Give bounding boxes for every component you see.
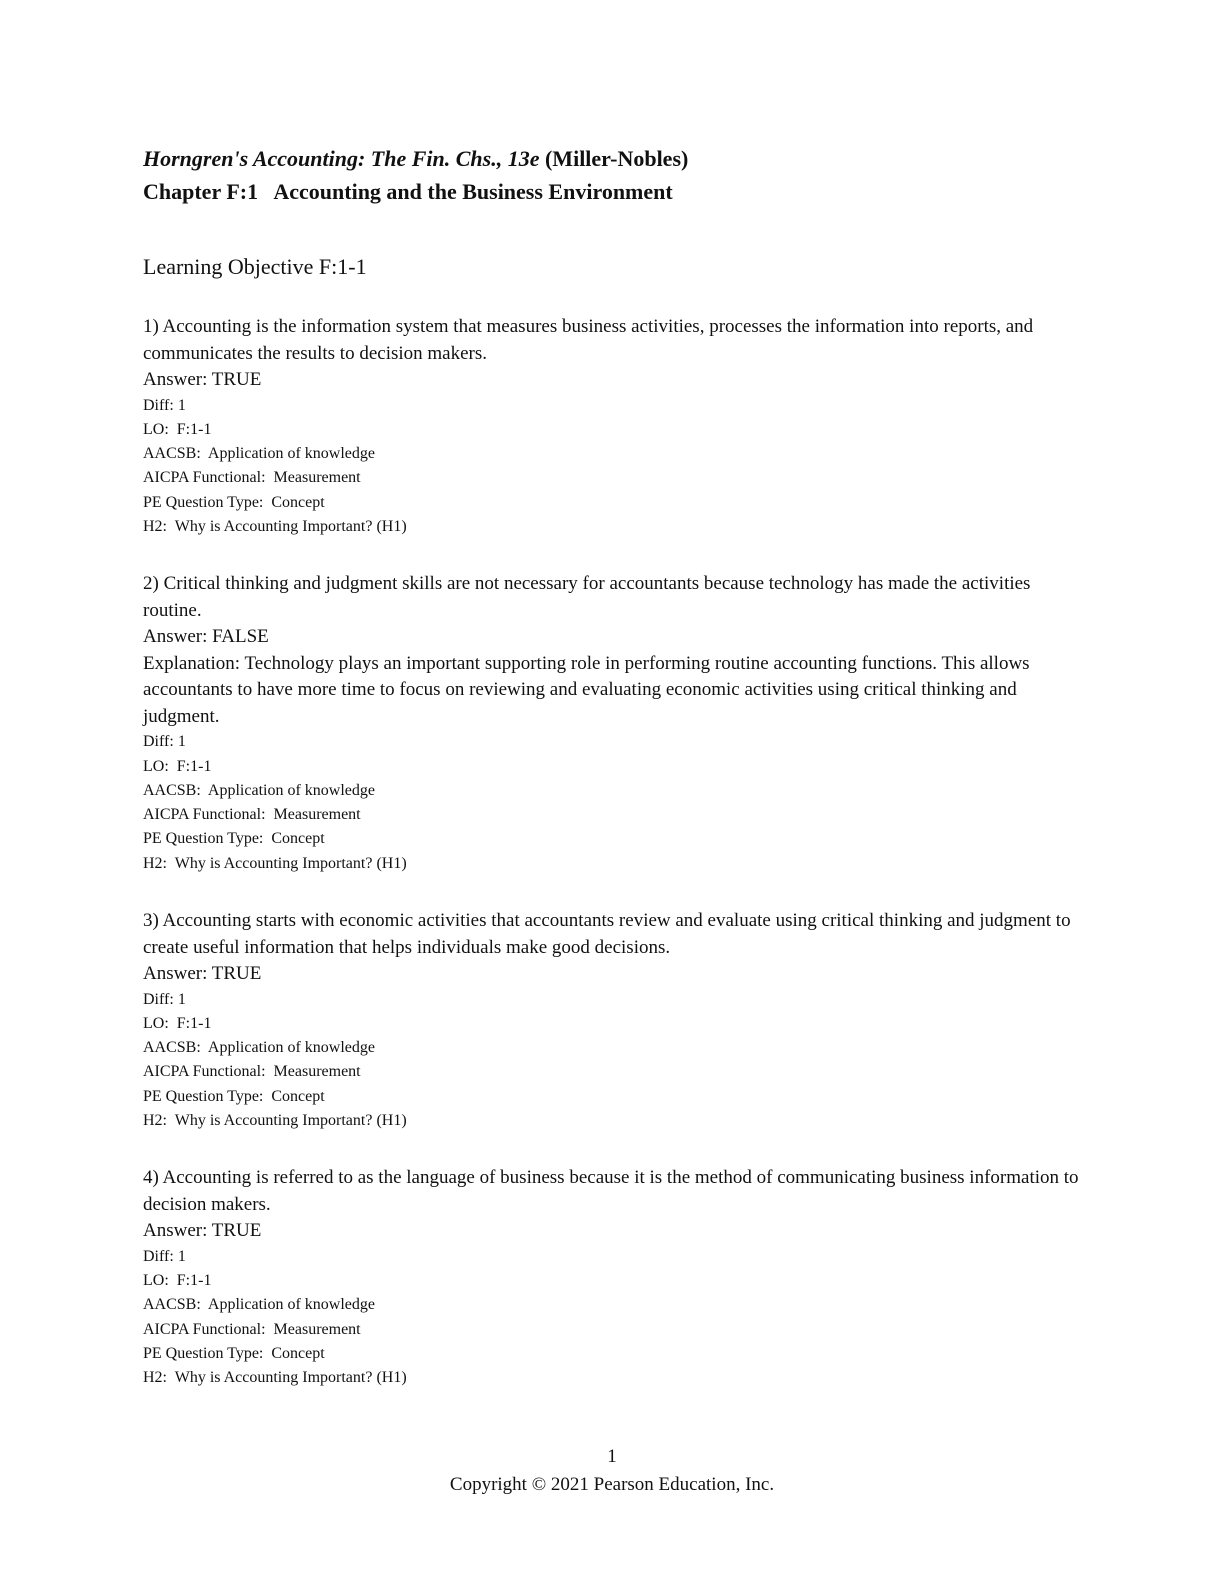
- answer-line: Answer: TRUE: [143, 1220, 262, 1242]
- aacsb-line: AACSB: Application of knowledge: [143, 781, 375, 799]
- answer-line: Answer: TRUE: [143, 369, 262, 390]
- question-text: 3) Accounting starts with economic activities that accountants review and evaluate using critical thinking and judgment to create useful information that helps individuals make good decisions.: [143, 910, 1071, 958]
- question-text: 1) Accounting is the information system that measures business activities, processes the information into reports, and communicates the results to decision makers.: [143, 316, 1034, 364]
- question-item: [143, 571, 1083, 876]
- book-title: [143, 142, 1083, 175]
- question-item: [143, 314, 1083, 539]
- h2-line: H2: Why is Accounting Important? (H1): [143, 517, 407, 535]
- book-author: (Miller-Nobles): [539, 146, 689, 171]
- aicpa-line: AICPA Functional: Measurement: [143, 1320, 361, 1338]
- h2-line: H2: Why is Accounting Important? (H1): [143, 854, 407, 872]
- question-type-line: PE Question Type: Concept: [143, 1345, 325, 1363]
- h2-line: H2: Why is Accounting Important? (H1): [143, 1112, 407, 1130]
- answer-line: Answer: FALSE: [143, 626, 269, 648]
- learning-objective-line: LO: F:1-1: [143, 1272, 212, 1290]
- difficulty-line: Diff: 1: [143, 1247, 186, 1265]
- question-type-line: PE Question Type: Concept: [143, 1087, 325, 1105]
- explanation-text: Explanation: Technology plays an important supporting role in performing routine accounting functions. This allows accountants to have more time to focus on reviewing and evaluating economic activities using critical thinking and judgment.: [143, 652, 1030, 727]
- question-type-line: PE Question Type: Concept: [143, 830, 325, 848]
- aacsb-line: AACSB: Application of knowledge: [143, 1039, 375, 1057]
- difficulty-line: Diff: 1: [143, 396, 186, 414]
- learning-objective-line: LO: F:1-1: [143, 757, 212, 775]
- h2-line: H2: Why is Accounting Important? (H1): [143, 1369, 407, 1387]
- chapter-title: Chapter F:1 Accounting and the Business Environment: [143, 179, 673, 204]
- learning-objective-line: LO: F:1-1: [143, 1014, 212, 1032]
- learning-objective-heading: Learning Objective F:1-1: [143, 254, 367, 279]
- answer-line: Answer: TRUE: [143, 963, 262, 985]
- question-text: 2) Critical thinking and judgment skills are not necessary for accountants because technology has made the activities routine.: [143, 573, 1031, 621]
- copyright-notice: Copyright © 2021 Pearson Education, Inc.: [449, 1474, 775, 1495]
- question-list: [143, 314, 1083, 1391]
- document-body: [143, 142, 1083, 1391]
- learning-objective-line: LO: F:1-1: [143, 420, 212, 438]
- aicpa-line: AICPA Functional: Measurement: [143, 806, 361, 824]
- aicpa-line: AICPA Functional: Measurement: [143, 1063, 361, 1081]
- book-title-italic: Horngren's Accounting: The Fin. Chs., 13e: [143, 146, 540, 171]
- difficulty-line: Diff: 1: [143, 990, 186, 1008]
- question-text: 4) Accounting is referred to as the language of business because it is the method of communicating business information to decision makers.: [143, 1167, 1079, 1215]
- question-item: [143, 908, 1083, 1133]
- page-number: 1: [607, 1446, 617, 1467]
- difficulty-line: Diff: 1: [143, 733, 186, 751]
- question-type-line: PE Question Type: Concept: [143, 493, 325, 511]
- question-item: [143, 1165, 1083, 1390]
- aicpa-line: AICPA Functional: Measurement: [143, 469, 361, 487]
- aacsb-line: AACSB: Application of knowledge: [143, 445, 375, 463]
- aacsb-line: AACSB: Application of knowledge: [143, 1296, 375, 1314]
